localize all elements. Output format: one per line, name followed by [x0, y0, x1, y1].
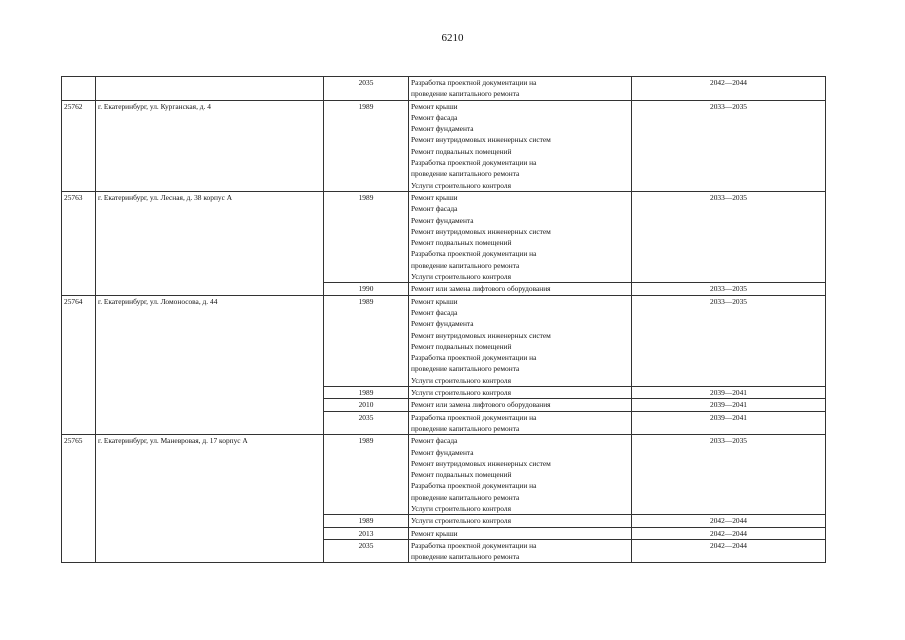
year-cell: 1989 [324, 515, 409, 527]
year-cell: 1990 [324, 283, 409, 295]
table-row [62, 435, 826, 515]
year-cell: 1989 [324, 100, 409, 191]
work-item: Ремонт фасада [411, 436, 458, 446]
works-cell [409, 527, 632, 539]
work-item: Услуги строительного контроля [411, 503, 511, 513]
work-item: Разработка проектной документации на [411, 353, 537, 363]
work-item: Услуги строительного контроля [411, 375, 511, 385]
work-item: Разработка проектной документации на [411, 481, 537, 491]
table-row [62, 191, 826, 282]
work-item: Ремонт или замена лифтового оборудования [411, 284, 551, 294]
page-number: 6210 [441, 32, 464, 44]
work-item: Услуги строительного контроля [411, 272, 511, 282]
period-cell: 2033—2035 [632, 100, 826, 191]
year-cell: 1989 [324, 295, 409, 386]
work-item: Ремонт фасада [411, 112, 458, 122]
work-item: Услуги строительного контроля [411, 516, 511, 526]
house-id-cell: 25762 [62, 100, 96, 191]
work-item: Разработка проектной документации на [411, 540, 537, 550]
work-item: Разработка проектной документации на [411, 158, 537, 168]
period-cell: 2039—2041 [632, 387, 826, 399]
period-cell: 2042—2044 [632, 527, 826, 539]
works-cell [409, 435, 632, 515]
table-row [62, 77, 826, 101]
period-cell: 2033—2035 [632, 191, 826, 282]
house-id-cell: 25763 [62, 191, 96, 295]
works-cell [409, 77, 632, 101]
work-item: Ремонт подвальных помещений [411, 146, 512, 156]
work-item: Ремонт крыши [411, 101, 458, 111]
year-cell: 1989 [324, 191, 409, 282]
address-cell: г. Екатеринбург, ул. Ломоносова, д. 44 [96, 295, 324, 435]
work-item: Услуги строительного контроля [411, 180, 511, 190]
work-item: Ремонт крыши [411, 192, 458, 202]
works-cell [409, 411, 632, 435]
work-item: Ремонт крыши [411, 528, 458, 538]
work-item: Ремонт фасада [411, 204, 458, 214]
work-item: Разработка проектной документации на [411, 249, 537, 259]
year-cell: 1989 [324, 435, 409, 515]
period-cell: 2042—2044 [632, 539, 826, 563]
period-cell: 2033—2035 [632, 295, 826, 386]
table-row [62, 295, 826, 386]
year-cell: 2013 [324, 527, 409, 539]
house-id-cell: 25764 [62, 295, 96, 435]
work-item: проведение капитального ремонта [411, 169, 520, 179]
work-item: Ремонт фундамента [411, 215, 474, 225]
work-item: Ремонт внутридомовых инженерных систем [411, 226, 551, 236]
works-cell [409, 295, 632, 386]
table-body [62, 77, 826, 563]
address-cell: г. Екатеринбург, ул. Лесная, д. 38 корпус А [96, 191, 324, 295]
repair-schedule-table [61, 76, 826, 563]
work-item: проведение капитального ремонта [411, 423, 520, 433]
year-cell: 1989 [324, 387, 409, 399]
work-item: Услуги строительного контроля [411, 388, 511, 398]
house-id-cell [62, 77, 96, 101]
work-item: Ремонт фундамента [411, 319, 474, 329]
period-cell: 2033—2035 [632, 435, 826, 515]
year-cell: 2035 [324, 539, 409, 563]
work-item: Ремонт внутридомовых инженерных систем [411, 458, 551, 468]
work-item: Ремонт фундамента [411, 447, 474, 457]
table-row [62, 100, 826, 191]
work-item: Ремонт фасада [411, 307, 458, 317]
period-cell: 2039—2041 [632, 399, 826, 411]
year-cell: 2010 [324, 399, 409, 411]
work-item: Ремонт внутридомовых инженерных систем [411, 135, 551, 145]
works-cell [409, 539, 632, 563]
work-item: проведение капитального ремонта [411, 89, 520, 99]
works-cell [409, 399, 632, 411]
work-item: проведение капитального ремонта [411, 492, 520, 502]
year-cell: 2035 [324, 411, 409, 435]
work-item: Ремонт фундамента [411, 124, 474, 134]
work-item: Ремонт подвальных помещений [411, 238, 512, 248]
address-cell: г. Екатеринбург, ул. Маневровая, д. 17 корпус А [96, 435, 324, 563]
period-cell: 2033—2035 [632, 283, 826, 295]
works-cell [409, 515, 632, 527]
address-cell: г. Екатеринбург, ул. Курганская, д. 4 [96, 100, 324, 191]
work-item: проведение капитального ремонта [411, 260, 520, 270]
house-id-cell: 25765 [62, 435, 96, 563]
work-item: Разработка проектной документации на [411, 78, 537, 87]
work-item: Ремонт или замена лифтового оборудования [411, 400, 551, 410]
work-item: Ремонт внутридомовых инженерных систем [411, 330, 551, 340]
period-cell: 2039—2041 [632, 411, 826, 435]
work-item: Ремонт подвальных помещений [411, 470, 512, 480]
works-cell [409, 283, 632, 295]
work-item: Ремонт подвальных помещений [411, 341, 512, 351]
work-item: проведение капитального ремонта [411, 364, 520, 374]
works-cell [409, 100, 632, 191]
works-cell [409, 387, 632, 399]
work-item: Ремонт крыши [411, 296, 458, 306]
work-item: Разработка проектной документации на [411, 412, 537, 422]
year-cell: 2035 [324, 77, 409, 101]
address-cell [96, 77, 324, 101]
period-cell: 2042—2044 [632, 77, 826, 101]
works-cell [409, 191, 632, 282]
period-cell: 2042—2044 [632, 515, 826, 527]
work-item: проведение капитального ремонта [411, 552, 520, 562]
